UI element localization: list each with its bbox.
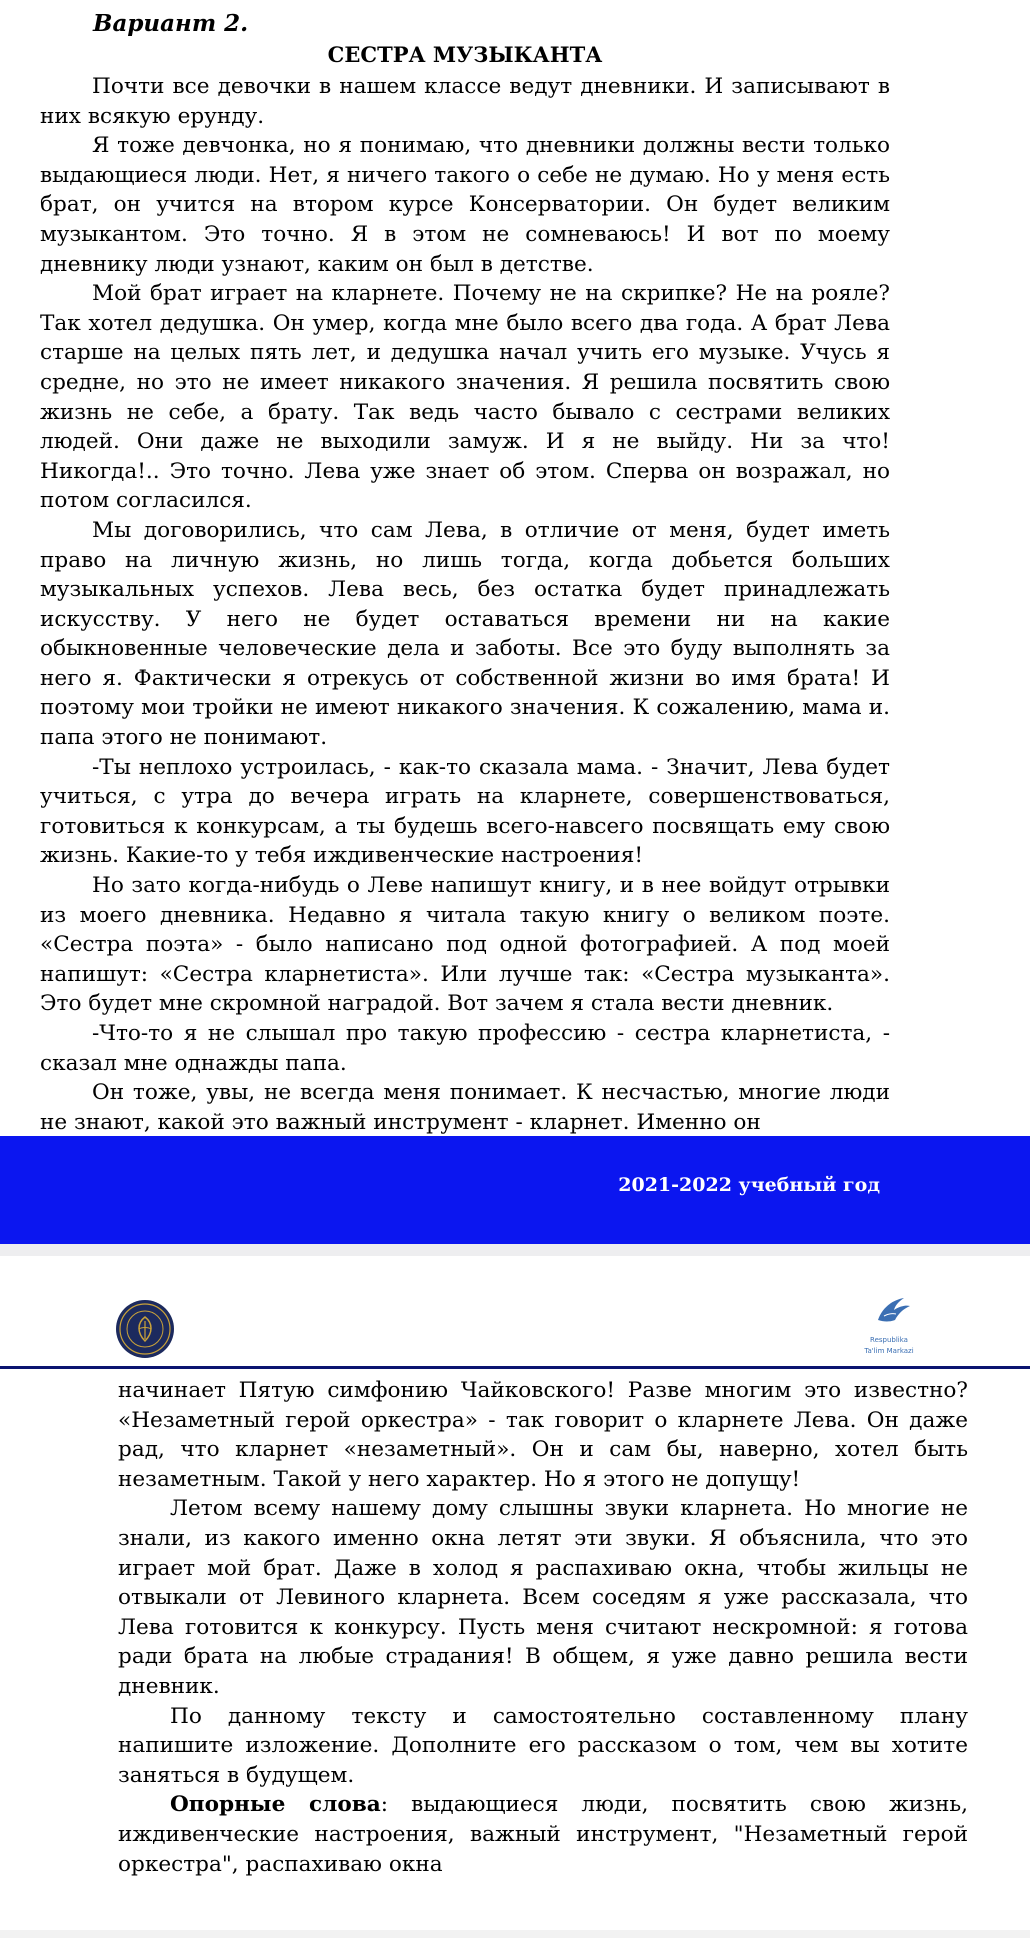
- keywords: [118, 1790, 968, 1879]
- paragraph: Но зато когда-нибудь о Леве напишут книгу, и в нее войдут отрывки из моего дневника. Недавно я читала такую книгу о великом поэте. «Сестра поэта» - было написано под одной фотографией. А под моей напишут: «Сестра кларнетиста». Или лучше так: «Сестра музыканта». Это будет мне скромной наградой. Вот зачем я стала вести дневник.: [40, 873, 890, 1017]
- logo-caption-line-1: Respublika: [870, 1336, 908, 1344]
- page-footer-band: [0, 1136, 1030, 1244]
- academic-year: 2021-2022 учебный год: [618, 1174, 880, 1196]
- story-text-page-2: [118, 1376, 968, 1879]
- paragraph: Летом всему нашему дому слышны звуки кларнета. Но многие не знали, из какого именно окна летят эти звуки. Я объяснила, что это играет мой брат. Даже в холод я распахиваю окна, чтобы жильцы не отвыкали от Левиного кларнета. Всем соседям я уже рассказала, что Лева готовится к конкурсу. Пусть меня считают нескромной: я готова ради брата на любые страдания! В общем, я уже давно решила вести дневник.: [118, 1496, 968, 1699]
- paragraph: Почти все девочки в нашем классе ведут дневники. И записывают в них всякую ерунду.: [40, 74, 890, 129]
- paragraph: Мы договорились, что сам Лева, в отличие от меня, будет иметь право на личную жизнь, но лишь тогда, когда добьется больших музыкальных успехов. Лева весь, без остатка будет принадлежать искусству. У него не будет оставаться времени ни на какие обыкновенные человеческие дела и заботы. Все это буду выполнять за него я. Фактически я отрекусь от собственной жизни во имя брата! И поэтому мои тройки не имеют никакого значения. К сожалению, мама и. папа этого не понимают.: [40, 517, 890, 751]
- bird-logo-icon: [848, 1290, 930, 1362]
- header-rule: [0, 1366, 1030, 1369]
- paragraph: -Ты неплохо устроилась, - как-то сказала мама. - Значит, Лева будет учиться, с утра до вечера играть на кларнете, совершенствоваться, готовиться к конкурсам, а ты будешь всего-навсего посвящать ему свою жизнь. Какие-то у тебя иждивенческие настроения!: [40, 754, 890, 869]
- paragraph: Он тоже, увы, не всегда меня понимает. К несчастью, многие люди не знают, какой это важный инструмент - кларнет. Именно он: [40, 1080, 890, 1135]
- seal-logo-icon: [115, 1299, 175, 1359]
- page-separator: [0, 1244, 1030, 1256]
- paragraph: -Что-то я не слышал про такую профессию - сестра кларнетиста, - сказал мне однажды папа.: [40, 1021, 890, 1076]
- keywords-list: : выдающиеся люди, посвятить свою жизнь, иждивенческие настроения, важный инструмент, "Незаметный герой оркестра", распахиваю окна: [118, 1792, 968, 1877]
- paragraph: Мой брат играет на кларнете. Почему не на скрипке? Не на рояле? Так хотел дедушка. Он умер, когда мне было всего два года. А брат Лева старше на целых пять лет, и дедушка начал учить его музыке. Учусь я средне, но это не имеет никакого значения. Я решила посвятить свою жизнь не себе, а брату. Так ведь часто бывало с сестрами великих людей. Они даже не выходили замуж. И я не выйду. Ни за что! Никогда!.. Это точно. Лева уже знает об этом. Сперва он возражал, но потом согласился.: [40, 281, 890, 514]
- story-title: СЕСТРА МУЗЫКАНТА: [327, 42, 603, 67]
- bottom-margin: [0, 1930, 1030, 1938]
- variant-label: Вариант 2.: [93, 10, 249, 37]
- paragraph: Я тоже девчонка, но я понимаю, что дневники должны вести только выдающиеся люди. Нет, я ничего такого о себе не думаю. Но у меня есть брат, он учится на втором курсе Консерватории. Он будет великим музыкантом. Это точно. Я в этом не сомневаюсь! И вот по моему дневнику люди узнают, каким он был в детстве.: [40, 133, 890, 277]
- story-text-page-1: [40, 72, 890, 1137]
- keywords-label: Опорные слова: [170, 1792, 381, 1818]
- logo-caption-line-2: Ta'lim Markazi: [864, 1347, 914, 1355]
- task-instruction: По данному тексту и самостоятельно составленному плану напишите изложение. Дополните его рассказом о том, чем вы хотите заняться в будущем.: [118, 1703, 968, 1788]
- paragraph-continuation: начинает Пятую симфонию Чайковского! Разве многим это известно? «Незаметный герой оркестра» - так говорит о кларнете Лева. Он даже рад, что кларнет «незаметный». Он и сам бы, наверно, хотел быть незаметным. Такой у него характер. Но я этого не допущу!: [118, 1378, 968, 1492]
- page-2: [0, 1256, 1030, 1938]
